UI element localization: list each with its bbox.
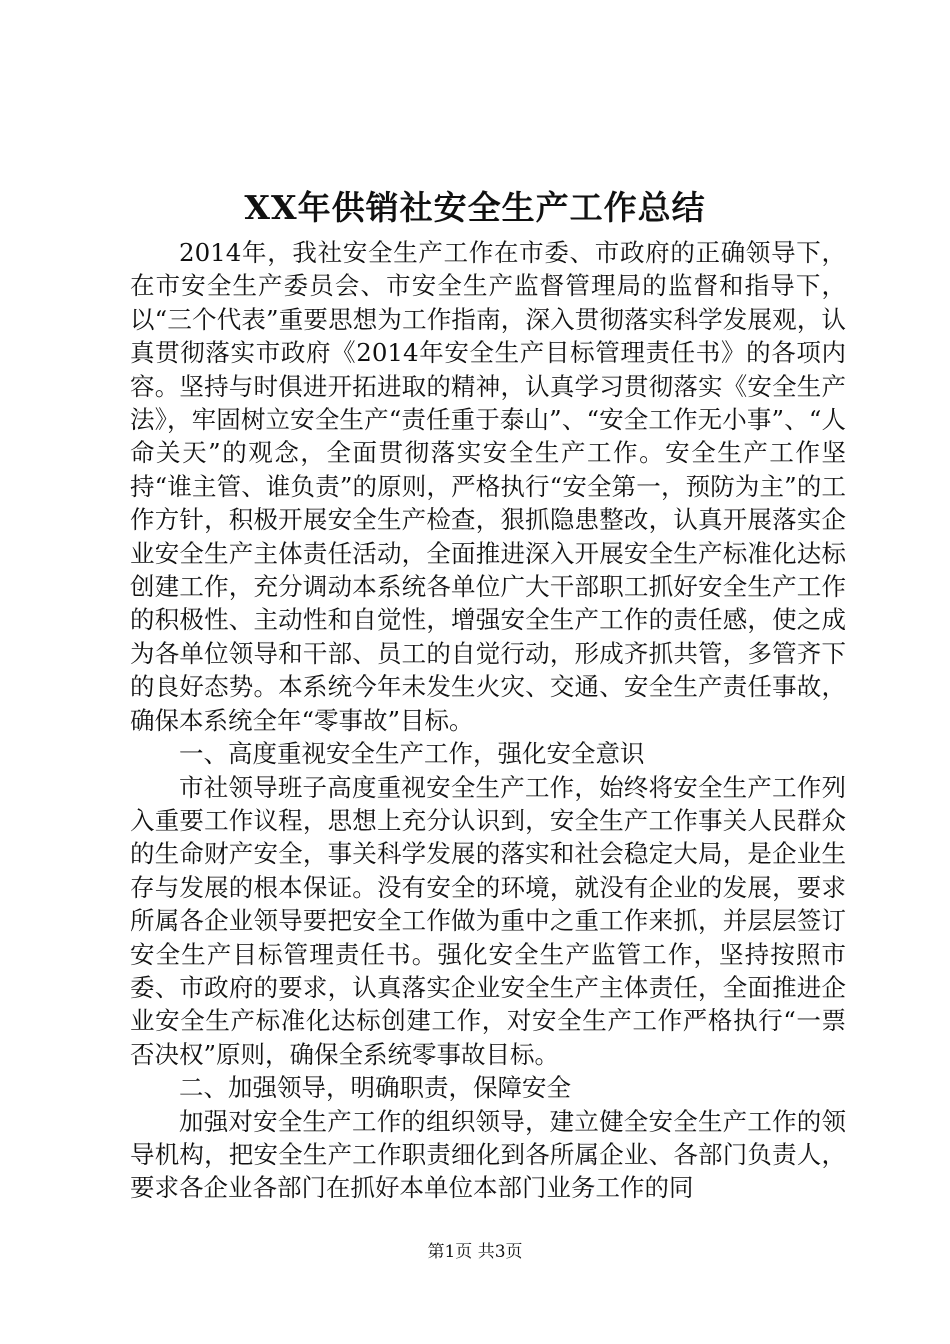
document-title: XX年供销社安全生产工作总结 — [244, 188, 706, 227]
page-footer: 第1页 共3页 — [427, 1242, 523, 1262]
intro-paragraph: 2014年，我社安全生产工作在市委、市政府的正确领导下，在市安全生产委员会、市安全生产监督管理局的监督和指导下，以“三个代表”重要思想为工作指南，深入贯彻落实科学发展观，认真贯彻落实市政府《2014年安全生产目标管理责任书》的各项内容。坚持与时俱进开拓进取的精神，认真学习贯彻落实《安全生产法》，牢固树立安全生产“责任重于泰山”、“安全工作无小事”、“人命关天”的观念，全面贯彻落实安全生产工作。安全生产工作坚持“谁主管、谁负责”的原则，严格执行“安全第一，预防为主”的工作方针，积极开展安全生产检查，狠抓隐患整改，认真开展落实企业安全生产主体责任活动，全面推进深入开展安全生产标准化达标创建工作，充分调动本系统各单位广大干部职工抓好安全生产工作的积极性、主动性和自觉性，增强安全生产工作的责任感，使之成为各单位领导和干部、员工的自觉行动，形成齐抓共管，多管齐下的良好态势。本系统今年未发生火灾、交通、安全生产责任事故，确保本系统全年“零事故”目标。 — [130, 238, 846, 735]
section-2-paragraph: 加强对安全生产工作的组织领导，建立健全安全生产工作的领导机构，把安全生产工作职责细化到各所属企业、各部门负责人，要求各企业各部门在抓好本单位本部门业务工作的同 — [130, 1106, 846, 1203]
document-body — [130, 236, 846, 1205]
section-1-paragraph: 市社领导班子高度重视安全生产工作，始终将安全生产工作列入重要工作议程，思想上充分认识到，安全生产工作事关人民群众的生命财产安全，事关科学发展的落实和社会稳定大局，是企业生存与发展的根本保证。没有安全的环境，就没有企业的发展，要求所属各企业领导要把安全工作做为重中之重工作来抓，并层层签订安全生产目标管理责任书。强化安全生产监管工作，坚持按照市委、市政府的要求，认真落实企业安全生产主体责任，全面推进企业安全生产标准化达标创建工作，对安全生产工作严格执行“一票否决权”原则，确保全系统零事故目标。 — [130, 772, 846, 1069]
section-heading-1: 一、高度重视安全生产工作，强化安全意识 — [179, 739, 645, 769]
section-heading-2: 二、加强领导，明确职责，保障安全 — [179, 1073, 571, 1103]
